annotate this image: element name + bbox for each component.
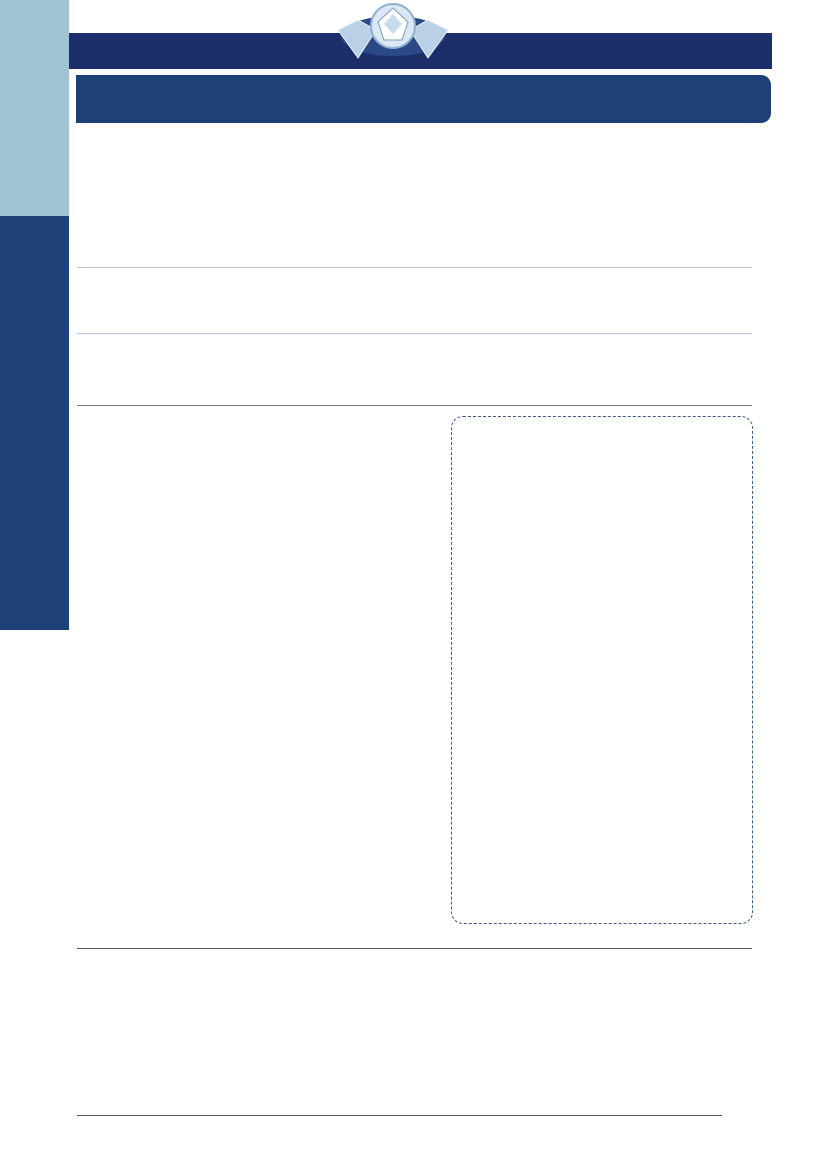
table-top-rule [77, 405, 752, 406]
sidebar-top-band [0, 0, 69, 216]
footer-rule [77, 1115, 722, 1116]
divider [77, 333, 752, 334]
table-bottom-rule [77, 948, 752, 949]
date-bar [76, 75, 771, 123]
volume-oi-box [451, 416, 753, 924]
sidebar-bottom-band [0, 216, 69, 630]
diamond-logo-icon [318, 0, 468, 68]
divider [77, 267, 752, 268]
